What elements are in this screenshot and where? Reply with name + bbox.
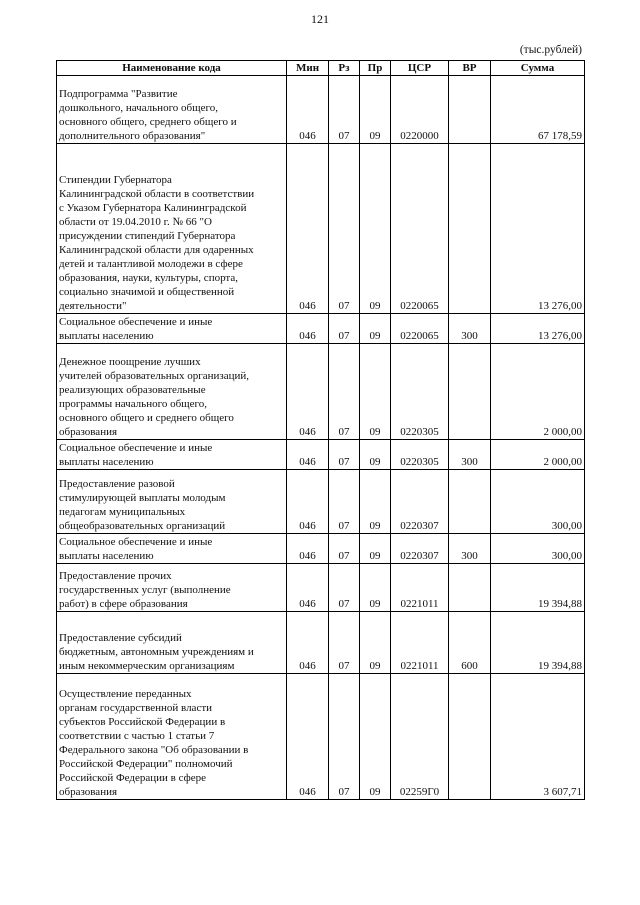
row-vr: 300	[449, 314, 491, 344]
row-rz: 07	[329, 344, 360, 440]
row-vr	[449, 76, 491, 144]
row-pr: 09	[360, 470, 391, 534]
row-min: 046	[287, 144, 329, 314]
row-min: 046	[287, 564, 329, 612]
table-row	[57, 440, 585, 470]
row-name: Осуществление переданных органам государственной власти субъектов Российской Федерации в соответствии с частью 1 статьи 7 Федерального закона "Об образовании в Российской Федерации" полномочий Российской Федерации в сфере образования	[59, 688, 249, 798]
row-pr: 09	[360, 674, 391, 800]
row-vr	[449, 470, 491, 534]
table-row	[57, 144, 585, 314]
row-rz: 07	[329, 76, 360, 144]
row-csr: 02259Г0	[391, 674, 449, 800]
row-rz: 07	[329, 674, 360, 800]
row-sum: 19 394,88	[491, 612, 585, 674]
table-row	[57, 534, 585, 564]
row-pr: 09	[360, 564, 391, 612]
row-csr: 0220305	[391, 344, 449, 440]
row-name: Стипендии Губернатора Калининградской области в соответствии с Указом Губернатора Калининградской области от 19.04.2010 г. № 66 "О присуждении стипендий Губернатора Калининградской области для одаренных детей и талантливой молодежи в сфере образования, науки, культуры, спорта, социально значимой и общественной деятельности"	[59, 174, 255, 312]
row-name: Предоставление субсидий бюджетным, автономным учреждениям и иным некоммерческим организациям	[59, 632, 254, 672]
row-rz: 07	[329, 144, 360, 314]
header-vr: ВР	[449, 61, 491, 76]
row-min: 046	[287, 440, 329, 470]
row-pr: 09	[360, 440, 391, 470]
row-rz: 07	[329, 564, 360, 612]
row-min: 046	[287, 344, 329, 440]
row-csr: 0220305	[391, 440, 449, 470]
row-min: 046	[287, 470, 329, 534]
row-name: Предоставление прочих государственных услуг (выполнение работ) в сфере образования	[59, 570, 231, 610]
row-vr	[449, 564, 491, 612]
row-sum: 13 276,00	[491, 314, 585, 344]
row-name: Денежное поощрение лучших учителей образовательных организаций, реализующих образовательные программы начального общего, основного общего и среднего общего образования	[59, 356, 250, 438]
header-sum: Сумма	[491, 61, 585, 76]
row-min: 046	[287, 76, 329, 144]
row-csr: 0220307	[391, 534, 449, 564]
header-name: Наименование кода	[57, 61, 287, 76]
row-sum: 300,00	[491, 534, 585, 564]
page-number: 121	[311, 12, 329, 26]
units-note: (тыс.рублей)	[519, 44, 582, 56]
row-vr	[449, 144, 491, 314]
row-name: Социальное обеспечение и иные выплаты населению	[59, 536, 213, 562]
row-sum: 2 000,00	[491, 440, 585, 470]
table-row	[57, 612, 585, 674]
row-min: 046	[287, 612, 329, 674]
row-pr: 09	[360, 76, 391, 144]
row-rz: 07	[329, 612, 360, 674]
row-pr: 09	[360, 314, 391, 344]
row-rz: 07	[329, 470, 360, 534]
row-csr: 0220307	[391, 470, 449, 534]
row-vr: 300	[449, 534, 491, 564]
row-pr: 09	[360, 344, 391, 440]
row-csr: 0220065	[391, 144, 449, 314]
row-vr	[449, 674, 491, 800]
row-min: 046	[287, 534, 329, 564]
table-row	[57, 470, 585, 534]
row-pr: 09	[360, 144, 391, 314]
row-vr	[449, 344, 491, 440]
header-csr: ЦСР	[391, 61, 449, 76]
row-name: Социальное обеспечение и иные выплаты населению	[59, 442, 213, 468]
row-csr: 0220000	[391, 76, 449, 144]
table-row	[57, 314, 585, 344]
table-header-row	[57, 61, 585, 76]
row-sum: 67 178,59	[491, 76, 585, 144]
row-min: 046	[287, 674, 329, 800]
row-name: Предоставление разовой стимулирующей выплаты молодым педагогам муниципальных общеобразовательных организаций	[59, 478, 226, 532]
header-min: Мин	[287, 61, 329, 76]
table-row	[57, 76, 585, 144]
row-vr: 600	[449, 612, 491, 674]
row-rz: 07	[329, 534, 360, 564]
row-name: Подпрограмма "Развитие дошкольного, начального общего, основного общего, среднего общего и дополнительного образования"	[59, 88, 237, 142]
row-sum: 300,00	[491, 470, 585, 534]
row-sum: 13 276,00	[491, 144, 585, 314]
row-pr: 09	[360, 534, 391, 564]
row-sum: 2 000,00	[491, 344, 585, 440]
table-row	[57, 674, 585, 800]
row-rz: 07	[329, 440, 360, 470]
row-sum: 3 607,71	[491, 674, 585, 800]
table-row	[57, 564, 585, 612]
row-vr: 300	[449, 440, 491, 470]
row-min: 046	[287, 314, 329, 344]
header-rz: Рз	[329, 61, 360, 76]
header-pr: Пр	[360, 61, 391, 76]
row-sum: 19 394,88	[491, 564, 585, 612]
row-pr: 09	[360, 612, 391, 674]
budget-table	[56, 60, 585, 800]
row-csr: 0221011	[391, 612, 449, 674]
row-csr: 0220065	[391, 314, 449, 344]
row-csr: 0221011	[391, 564, 449, 612]
table-row	[57, 344, 585, 440]
row-name: Социальное обеспечение и иные выплаты населению	[59, 316, 213, 342]
row-rz: 07	[329, 314, 360, 344]
